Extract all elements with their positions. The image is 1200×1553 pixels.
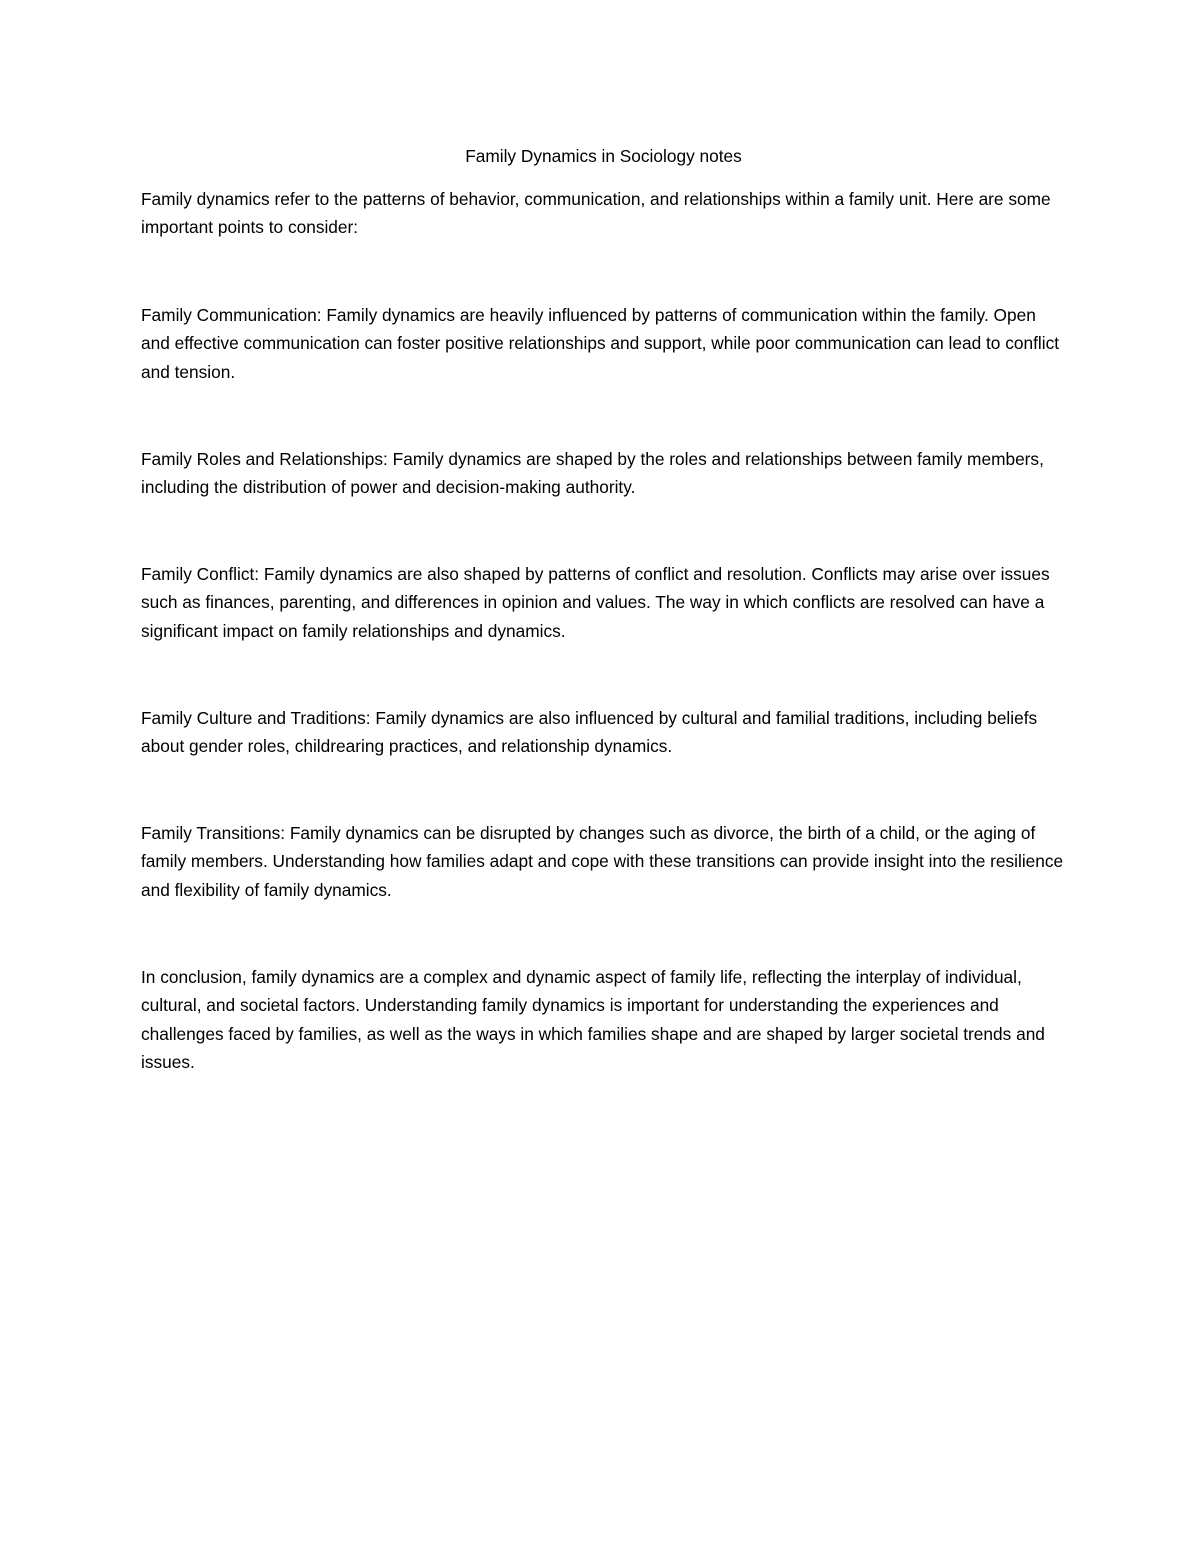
section-family-conflict: Family Conflict: Family dynamics are also shaped by patterns of conflict and resolution. Conflicts may arise over issues such as finances, parenting, and differences in opinion and values. The way in which conflicts are resolved can have a significant impact on family relationships and dynamics. <box>141 563 1050 641</box>
section-family-transitions: Family Transitions: Family dynamics can be disrupted by changes such as divorce, the birth of a child, or the aging of family members. Understanding how families adapt and cope with these transitions can provide insight into the resilience and flexibility of family dynamics. <box>141 822 1064 900</box>
conclusion-paragraph: In conclusion, family dynamics are a complex and dynamic aspect of family life, reflecting the interplay of individual, cultural, and societal factors. Understanding family dynamics is important for understanding the experiences and challenges faced by families, as well as the ways in which families shape and are shaped by larger societal trends and issues. <box>141 966 1045 1073</box>
section-family-culture: Family Culture and Traditions: Family dynamics are also influenced by cultural and familial traditions, including beliefs about gender roles, childrearing practices, and relationship dynamics. <box>141 707 1038 757</box>
section-family-communication: Family Communication: Family dynamics are heavily influenced by patterns of communication within the family. Open and effective communication can foster positive relationships and support, while poor communication can lead to conflict and tension. <box>141 304 1060 382</box>
intro-paragraph: Family dynamics refer to the patterns of behavior, communication, and relationships within a family unit. Here are some important points to consider: <box>141 188 1051 238</box>
document-body <box>141 142 1066 1077</box>
section-family-roles: Family Roles and Relationships: Family dynamics are shaped by the roles and relationships between family members, including the distribution of power and decision-making authority. <box>141 448 1044 498</box>
page-title: Family Dynamics in Sociology notes <box>465 146 742 166</box>
